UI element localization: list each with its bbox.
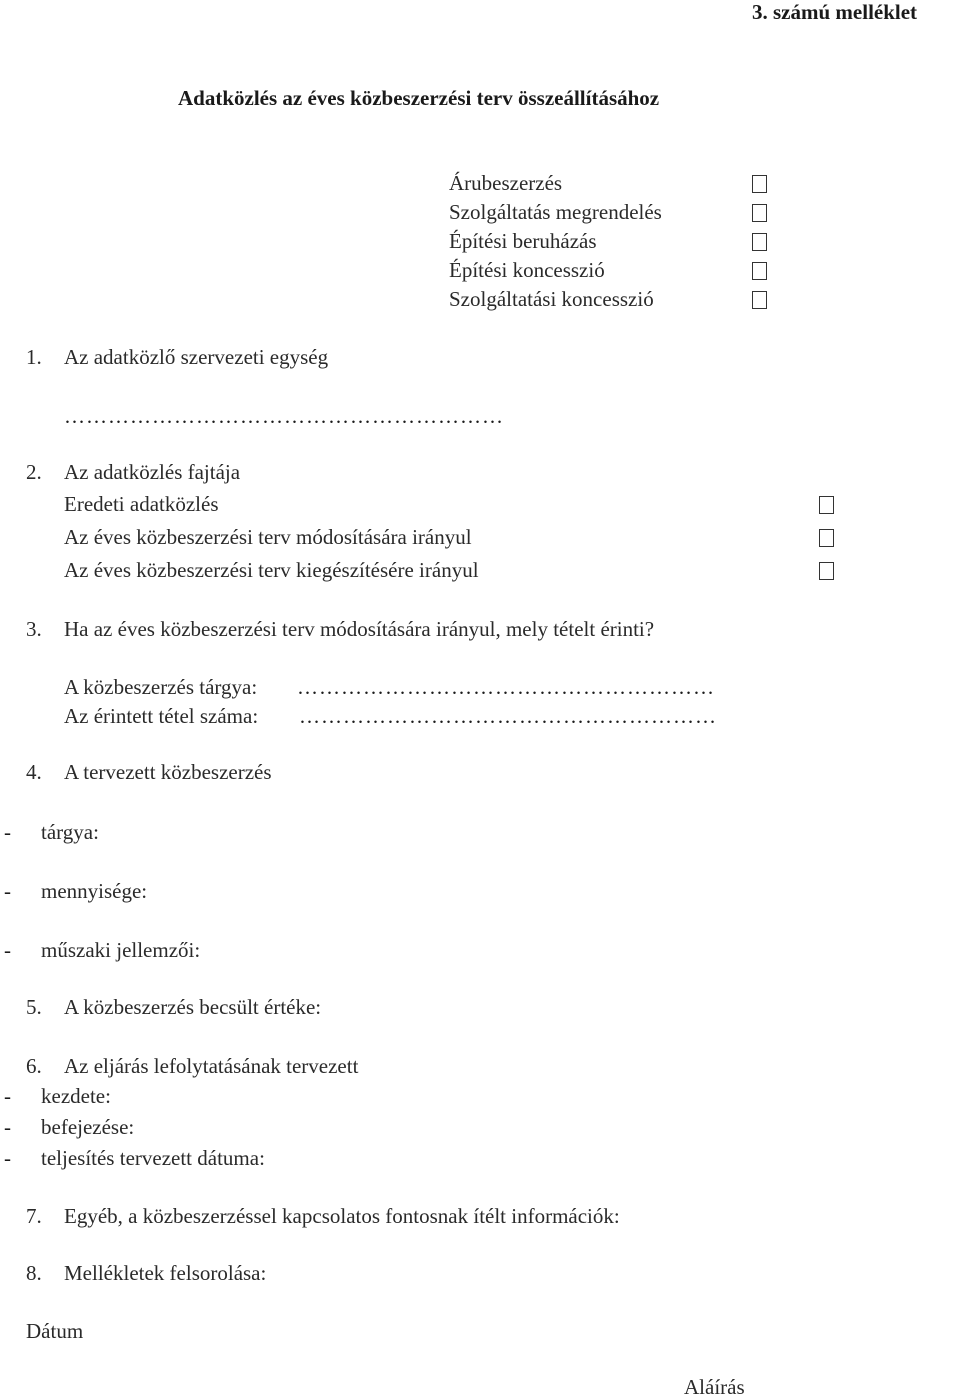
section-6-number: 6.	[26, 1054, 42, 1078]
section-8-label: Mellékletek felsorolása:	[64, 1261, 267, 1285]
planned-subject-label: tárgya:	[41, 820, 99, 844]
option-label-original: Eredeti adatközlés	[64, 492, 219, 516]
section-3-label: Ha az éves közbeszerzési terv módosítására irányul, mely tételt érinti?	[64, 617, 655, 641]
option-checkbox-original[interactable]	[819, 496, 834, 514]
type-checkbox-works-concession[interactable]	[752, 262, 767, 280]
section-6-label: Az eljárás lefolytatásának tervezett	[64, 1054, 359, 1078]
section-8-number: 8.	[26, 1261, 42, 1285]
section-5-label: A közbeszerzés becsült értéke:	[64, 995, 322, 1019]
page-title: Adatközlés az éves közbeszerzési terv összeállításához	[178, 86, 660, 110]
type-checkbox-goods[interactable]	[752, 175, 767, 193]
planned-quantity-label: mennyisége:	[41, 879, 148, 903]
annex-label: 3. számú melléklet	[752, 0, 918, 24]
type-label-goods: Árubeszerzés	[449, 171, 563, 195]
section-1-fill-line[interactable]: ……………………………………………………	[64, 404, 504, 428]
subject-label: A közbeszerzés tárgya:	[64, 675, 258, 699]
option-checkbox-supplement[interactable]	[819, 562, 834, 580]
type-label-works-concession: Építési koncesszió	[449, 258, 605, 282]
section-7-number: 7.	[26, 1204, 42, 1228]
planned-technical-label: műszaki jellemzői:	[41, 938, 201, 962]
signature-label: Aláírás	[684, 1375, 745, 1399]
section-2-number: 2.	[26, 460, 42, 484]
bullet-dash: -	[4, 1146, 11, 1170]
section-4-number: 4.	[26, 760, 42, 784]
section-4-label: A tervezett közbeszerzés	[64, 760, 272, 784]
option-checkbox-modification[interactable]	[819, 529, 834, 547]
section-1-label: Az adatközlő szervezeti egység	[64, 345, 329, 369]
type-checkbox-service-concession[interactable]	[752, 291, 767, 309]
item-number-fill-line[interactable]: …………………………………………………	[299, 704, 717, 728]
section-7-label: Egyéb, a közbeszerzéssel kapcsolatos fontosnak ítélt információk:	[64, 1204, 620, 1228]
date-label: Dátum	[26, 1319, 84, 1343]
section-3-number: 3.	[26, 617, 42, 641]
bullet-dash: -	[4, 1084, 11, 1108]
type-checkbox-works[interactable]	[752, 233, 767, 251]
bullet-dash: -	[4, 1115, 11, 1139]
section-2-label: Az adatközlés fajtája	[64, 460, 241, 484]
bullet-dash: -	[4, 879, 11, 903]
section-5-number: 5.	[26, 995, 42, 1019]
type-label-service-concession: Szolgáltatási koncesszió	[449, 287, 654, 311]
subject-fill-line[interactable]: …………………………………………………	[297, 675, 715, 699]
option-label-modification: Az éves közbeszerzési terv módosítására irányul	[64, 525, 472, 549]
option-label-supplement: Az éves közbeszerzési terv kiegészítésére irányul	[64, 558, 479, 582]
bullet-dash: -	[4, 820, 11, 844]
end-label: befejezése:	[41, 1115, 135, 1139]
section-1-number: 1.	[26, 345, 42, 369]
item-number-label: Az érintett tétel száma:	[64, 704, 259, 728]
start-label: kezdete:	[41, 1084, 111, 1108]
type-label-service: Szolgáltatás megrendelés	[449, 200, 662, 224]
completion-date-label: teljesítés tervezett dátuma:	[41, 1146, 265, 1170]
type-label-works: Építési beruházás	[449, 229, 597, 253]
bullet-dash: -	[4, 938, 11, 962]
type-checkbox-service[interactable]	[752, 204, 767, 222]
